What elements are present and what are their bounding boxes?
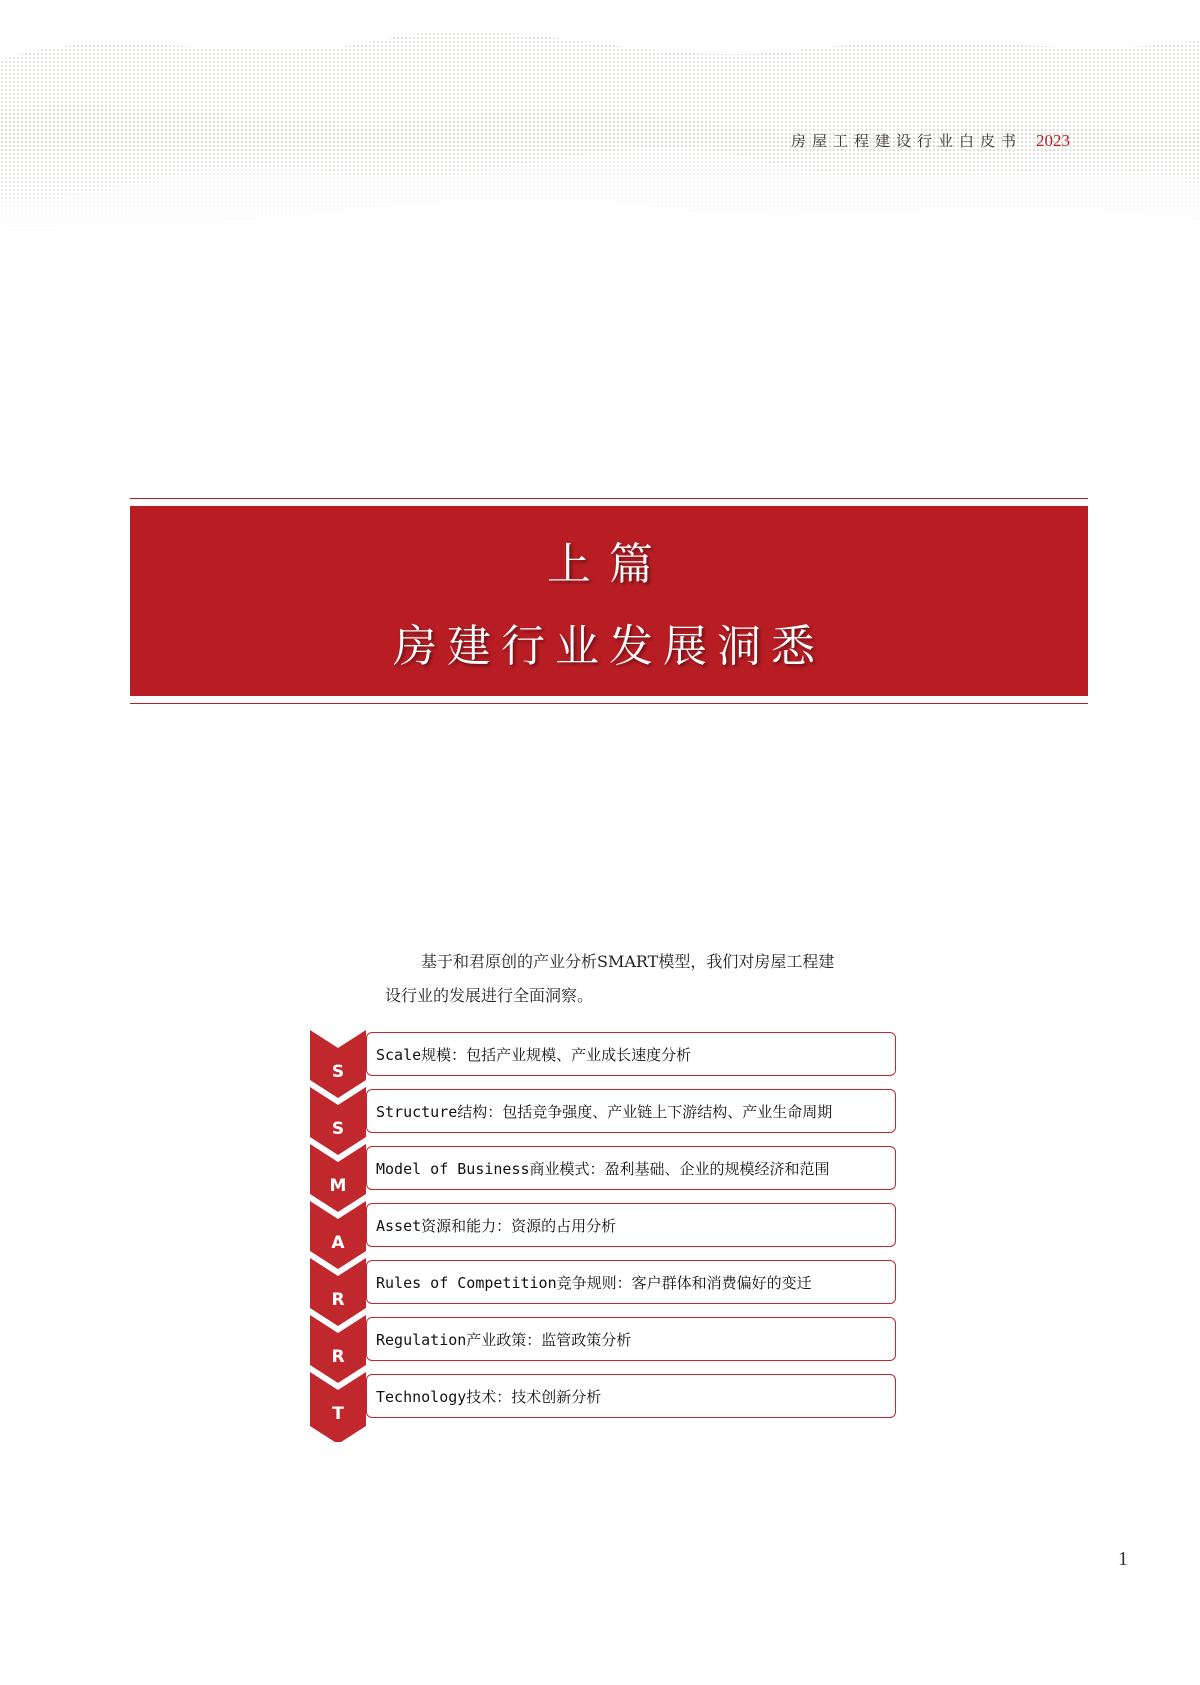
smart-letter: S <box>331 1062 345 1082</box>
smart-item-description: Regulation产业政策：监管政策分析 <box>366 1317 896 1361</box>
smart-item <box>310 1030 910 1086</box>
smart-letter: T <box>332 1404 344 1424</box>
smart-letter: M <box>329 1176 347 1196</box>
banner-bottom-rule <box>130 703 1088 704</box>
banner-top-rule <box>130 498 1088 499</box>
section-title: 房建行业发展洞悉 <box>393 621 825 672</box>
smart-letter: R <box>331 1347 345 1367</box>
intro-paragraph: 基于和君原创的产业分析SMART模型，我们对房屋工程建设行业的发展进行全面洞察。 <box>385 952 835 1005</box>
smart-model-list <box>310 1030 910 1450</box>
page-number: 1 <box>1118 1548 1128 1570</box>
smart-item <box>310 1372 910 1428</box>
document-title: 房屋工程建设行业白皮书 <box>790 132 1022 150</box>
header-background-pattern <box>0 0 1200 240</box>
smart-item <box>310 1315 910 1371</box>
smart-item <box>310 1258 910 1314</box>
section-banner <box>130 506 1088 696</box>
smart-item-description: Asset资源和能力：资源的占用分析 <box>366 1203 896 1247</box>
smart-item <box>310 1087 910 1143</box>
smart-item-description: Model of Business商业模式：盈利基础、企业的规模经济和范围 <box>366 1146 896 1190</box>
smart-item-description: Technology技术：技术创新分析 <box>366 1374 896 1418</box>
document-header <box>791 130 1070 151</box>
document-year: 2023 <box>1036 131 1070 150</box>
smart-item <box>310 1144 910 1200</box>
smart-item-description: Rules of Competition竞争规则：客户群体和消费偏好的变迁 <box>366 1260 896 1304</box>
section-label: 上篇 <box>547 539 671 590</box>
smart-item <box>310 1201 910 1257</box>
smart-item-description: Structure结构：包括竞争强度、产业链上下游结构、产业生命周期 <box>366 1089 896 1133</box>
smart-letter: S <box>331 1119 345 1139</box>
smart-letter: R <box>331 1290 345 1310</box>
smart-item-description: Scale规模：包括产业规模、产业成长速度分析 <box>366 1032 896 1076</box>
smart-letter: A <box>331 1233 345 1253</box>
